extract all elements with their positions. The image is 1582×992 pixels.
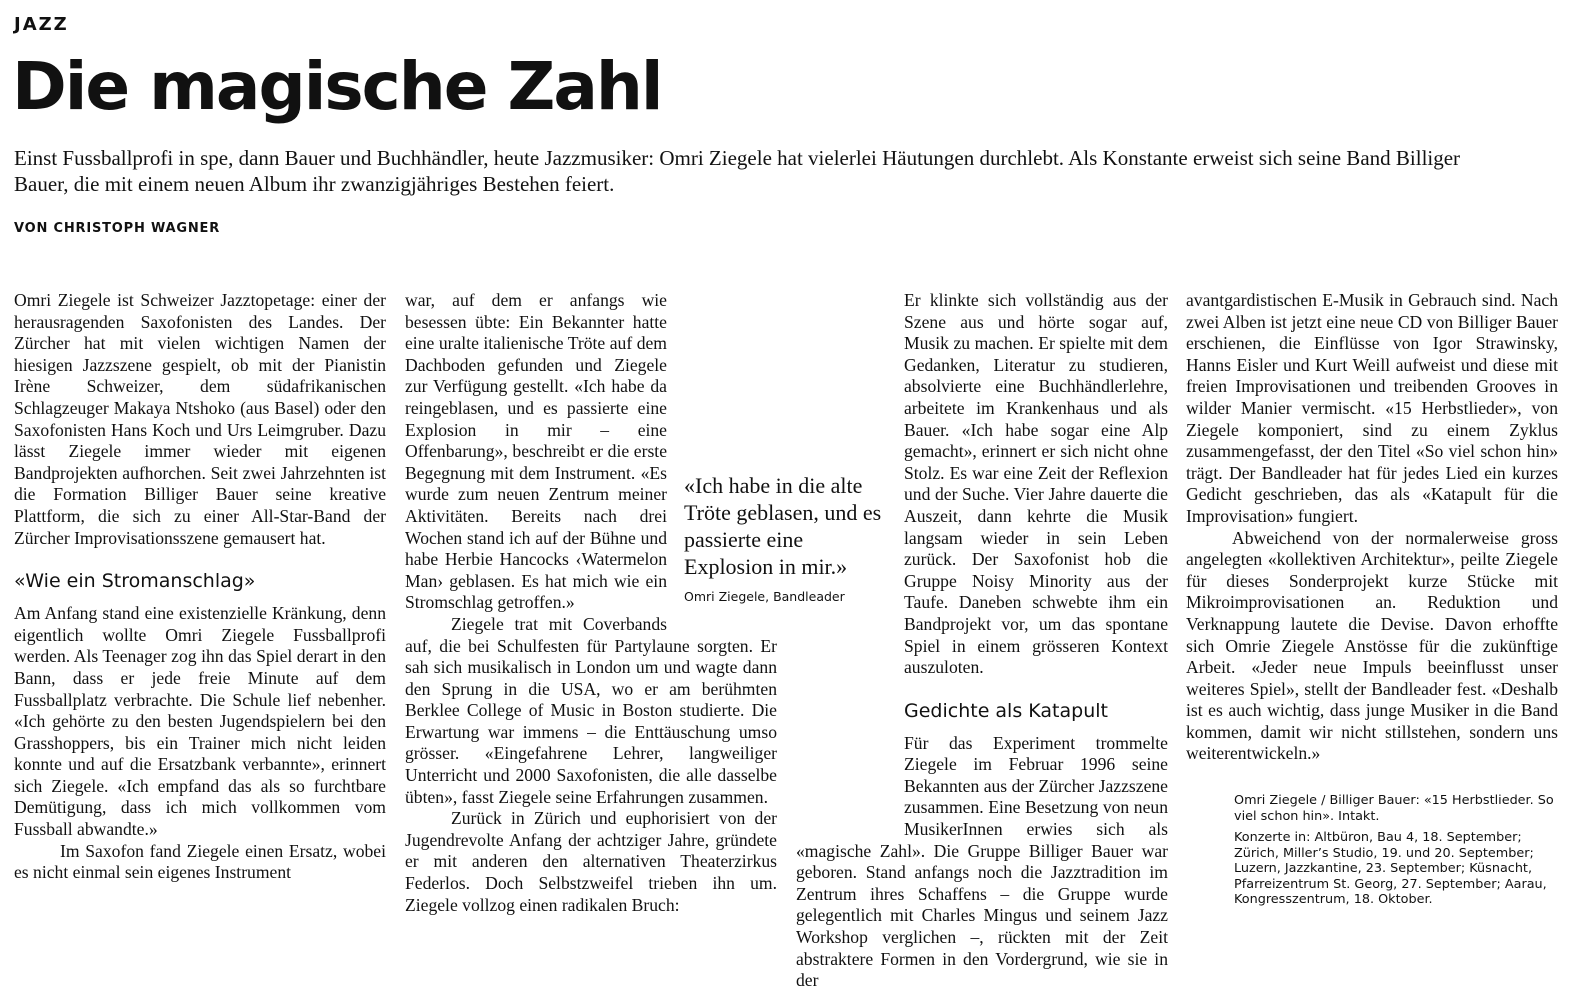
author-byline: VON CHRISTOPH WAGNER [14, 221, 221, 236]
article-column-4 [1186, 290, 1558, 765]
subheading: «Wie ein Stromanschlag» [14, 570, 256, 593]
article-lead: Einst Fussballprofi in spe, dann Bauer und Buchhändler, heute Jazzmusiker: Omri Ziegele hat vielerlei Häutungen durchlebt. Als Konstante erweist sich seine Band Billiger Bauer, die mit einem neuen Album ihr zwanzigjähriges Bestehen feiert. [14, 146, 1461, 196]
paragraph: Im Saxofon fand Ziegele einen Ersatz, wobei es nicht einmal sein eigenes Instrument [14, 840, 386, 883]
article-column-1 [14, 290, 386, 884]
concert-dates: Konzerte in: Altbüron, Bau 4, 18. September; Zürich, Miller’s Studio, 19. und 20. September; Luzern, Jazzkantine, 23. September; Küsnacht, Pfarreizentrum St. Georg, 27. September; Aarau, Kongresszentrum, 18. Oktober. [1234, 830, 1547, 907]
paragraph: Abweichend von der normalerweise gross angelegten «kollektiven Architektur», peilte Ziegele für dieses Sonderprojekt kurze Stücke mit Mikroimprovisationen an. Reduktion und Verknappung lautete die Devise. Davon erhoffte sich Omrie Ziegele Anstösse für die zukünftige Arbeit. «Jeder neue Impuls beeinflusst unser weiteres Spiel», stellt der Bandleader fest. «Deshalb ist es auch wichtig, dass junge Musiker in die Band kommen, damit wir nicht stillstehen, sondern uns weiterentwickeln.» [1186, 527, 1558, 764]
paragraph: Er klinkte sich vollständig aus der Szene aus und hörte sogar auf, Musik zu machen. Er spielte mit dem Gedanken, Literatur zu studieren, absolvierte eine Buchhändlerlehre, arbeitete im Krankenhaus und als Bauer. «Ich habe sogar eine Alp gemacht», erinnert er sich nicht ohne Stolz. Es war eine Zeit der Reflexion und der Suche. Vier Jahre dauerte die Auszeit, dann kehrte die Musik langsam wieder in sein Leben zurück. Der Saxofonist hob die Gruppe Noisy Minority aus der Taufe. Daneben schwebte ihm ein Bandprojekt vor, um das spontane Spiel in einem grösseren Kontext auszuloten. [904, 290, 1168, 678]
article-headline: Die magische Zahl [12, 48, 662, 125]
pull-quote-text: «Ich habe in die alte Tröte geblasen, und es passierte eine Explosion in mir.» [684, 473, 882, 579]
info-box [1234, 793, 1564, 914]
pull-quote-source: Omri Ziegele, Bandleader [684, 589, 845, 604]
article-column-3 [796, 290, 1168, 992]
paragraph: war, auf dem er anfangs wie besessen übte: Ein Bekannter hatte eine uralte italienische Tröte auf dem Dachboden gefunden und Ziegele zur Verfügung gestellt. «Ich habe da reingeblasen, und es passierte eine Explosion in mir – eine Offenbarung», beschreibt er die erste Begegnung mit dem Instrument. «Es wurde zum neuen Zentrum meiner Aktivitäten. Bereits nach drei Wochen stand ich auf der Bühne und habe Herbie Hancocks ‹Watermelon Man› geblasen. Es hat mich wie ein Stromschlag getroffen.» [405, 290, 667, 613]
paragraph: Ziegele trat mit Coverbands auf, die bei Schulfesten für Partylaune sorgten. Er sah sich musikalisch in London um und wagte dann den Sprung in die USA, wo er am berühmten Berklee College of Music in Boston studierte. Die Erwartung war immens – die Enttäuschung umso grösser. «Eingefahrene Lehrer, langweiliger Unterricht und 2000 Saxofonisten, die alle dasselbe übten», fasst Ziegele seine Erfahrungen zusammen. [405, 613, 777, 807]
paragraph: Für das Experiment trommelte Ziegele im Februar 1996 seine Bekannten aus der Zürcher Jazzszene zusammen. Eine Besetzung von neun MusikerInnen erwies sich als «magische Zahl». Die Gruppe Billiger Bauer war geboren. Stand anfangs noch die Jazztradition im Zentrum ihres Schaffens – die Gruppe wurde gelegentlich mit Charles Mingus und seinem Jazz Workshop verglichen –, rückten mit der Zeit abstraktere Formen in den Vordergrund, wie sie in der [796, 732, 1168, 991]
paragraph: Zurück in Zürich und euphorisiert von der Jugendrevolte Anfang der achtziger Jahre, gründete er mit anderen den alternativen Theaterzirkus Federlos. Doch Selbstzweifel trieben ihn um. Ziegele vollzog einen radikalen Bruch: [405, 808, 777, 915]
pull-quote [684, 472, 890, 604]
subheading: Gedichte als Katapult [904, 699, 1108, 722]
paragraph: avantgardistischen E-Musik in Gebrauch sind. Nach zwei Alben ist jetzt eine neue CD von Billiger Bauer erschienen, die Einflüsse von Igor Strawinsky, Hanns Eisler und Kurt Weill aufweist und diese mit freien Improvisationen und treibenden Grooves in wilder Manier vermischt. «15 Herbstlieder», von Ziegele komponiert, sind zu einem Zyklus zusammengefasst, der den Titel «So viel schon hin» trägt. Der Bandleader hat für jedes Lied ein kurzes Gedicht geschrieben, das als «Katapult für die Improvisation» fungiert. [1186, 290, 1558, 526]
paragraph: Am Anfang stand eine existenzielle Kränkung, denn eigentlich wollte Omri Ziegele Fussballprofi werden. Als Teenager zog ihn das Spiel derart in den Bann, dass er jede freie Minute auf dem Fussballplatz verbrachte. Die Schule lief nebenher. «Ich gehörte zu den besten Jugendspielern bei den Grasshoppers, bis ein Trainer mich nicht leiden konnte und auf die Ersatzbank verbannte», erinnert sich Ziegele. «Ich empfand das als so furchtbare Demütigung, dass ich mich vollkommen vom Fussball abwandte.» [14, 603, 386, 840]
paragraph: Omri Ziegele ist Schweizer Jazztopetage: einer der herausragenden Saxofonisten des Landes. Der Zürcher hat mit vielen wichtigen Namen der hiesigen Jazzszene gespielt, ob mit der Pianistin Irène Schweizer, dem südafrikanischen Schlagzeuger Makaya Ntshoko (aus Basel) oder den Saxofonisten Hans Koch und Urs Leimgruber. Dazu lässt Ziegele immer wieder mit eigenen Bandprojekten aufhorchen. Seit zwei Jahrzehnten ist die Formation Billiger Bauer seine kreative Plattform, die sich zu einer All-Star-Band der Zürcher Improvisationsszene gemausert hat. [14, 290, 386, 548]
album-info: Omri Ziegele / Billiger Bauer: «15 Herbstlieder. So viel schon hin». Intakt. [1234, 793, 1554, 824]
section-rubric: JAZZ [14, 14, 69, 35]
